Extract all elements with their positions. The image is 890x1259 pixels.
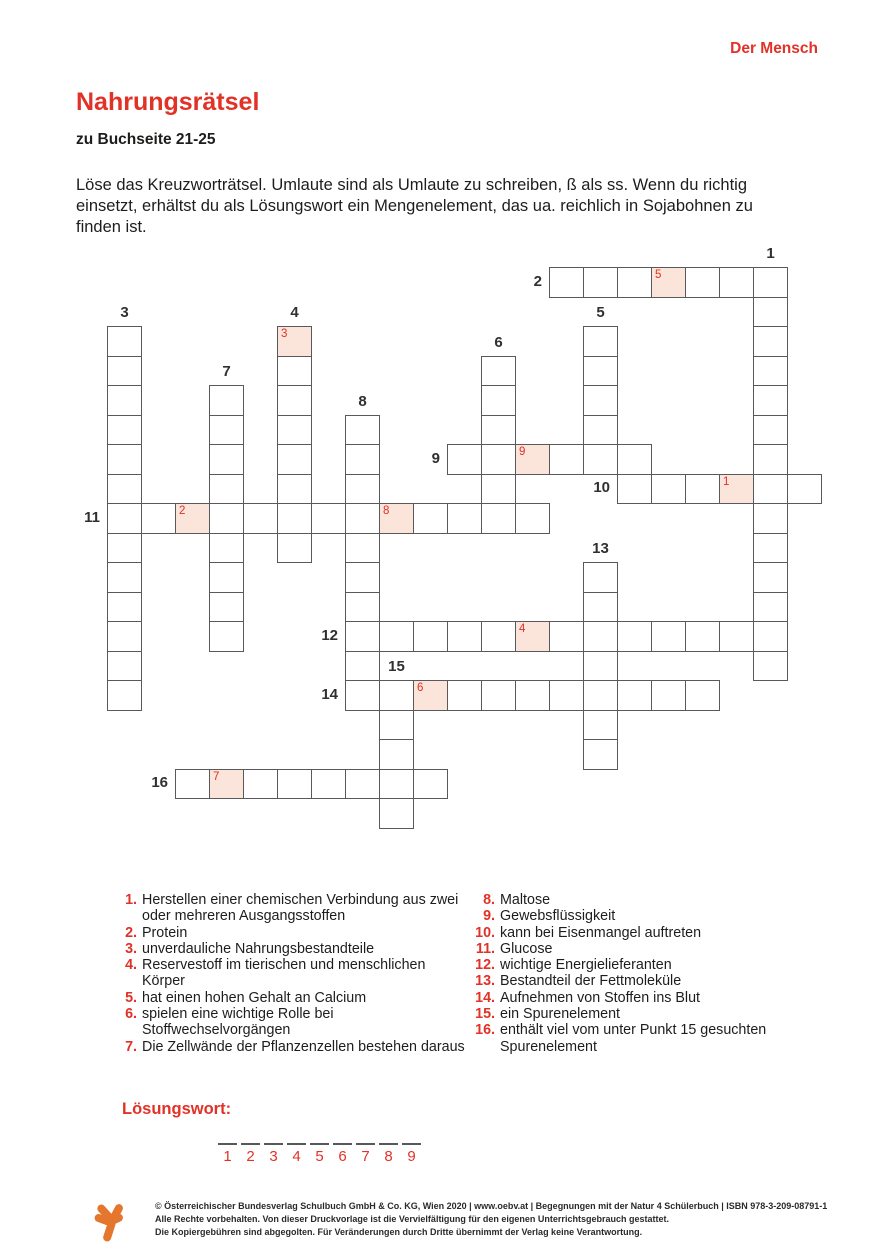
crossword-cell xyxy=(345,592,380,623)
crossword-cell xyxy=(107,621,142,652)
clue-text: spielen eine wichtige Rolle bei Stoffwechselvorgängen xyxy=(142,1006,334,1039)
crossword-cell xyxy=(549,621,584,652)
crossword-cell xyxy=(583,651,618,682)
word-number-label: 11 xyxy=(84,508,100,526)
intro-line: Löse das Kreuzworträtsel. Umlaute sind als Umlaute zu schreiben, ß als ss. Wenn du richtig xyxy=(76,176,747,194)
slot-position-number: 7 xyxy=(361,1148,370,1165)
clue-item xyxy=(467,908,766,924)
clue-text: enthält viel vom unter Punkt 15 gesuchten Spurenelement xyxy=(500,1022,767,1055)
clue-text: Maltose xyxy=(500,892,551,908)
crossword-cell xyxy=(345,651,380,682)
copyright-text xyxy=(155,1200,845,1239)
word-number-label: 16 xyxy=(151,774,168,792)
word-number-label: 6 xyxy=(494,333,503,351)
copyright-line: Die Kopiergebühren sind abgegolten. Für Veränderungen durch Dritte übernimmt der Verlag keine Verantwortung. xyxy=(155,1227,643,1237)
crossword-cell xyxy=(345,533,380,564)
word-number-label: 9 xyxy=(431,449,440,467)
crossword-cell xyxy=(413,769,448,800)
crossword-cell xyxy=(413,621,448,652)
crossword-cell xyxy=(209,474,244,505)
solution-word-label: Lösungswort: xyxy=(122,1100,232,1118)
clue-item xyxy=(467,957,766,973)
crossword-cell xyxy=(549,444,584,475)
crossword-cell xyxy=(753,267,788,298)
crossword-cell xyxy=(481,680,516,711)
crossword-cell xyxy=(277,444,312,475)
word-number-label: 5 xyxy=(596,304,605,321)
clue-item xyxy=(467,1022,766,1055)
letter-blank-line xyxy=(218,1143,237,1145)
crossword-cell xyxy=(583,385,618,416)
crossword-cell-highlighted xyxy=(651,267,686,298)
clue-text: Bestandteil der Fettmoleküle xyxy=(500,973,682,990)
clue-text: wichtige Energielieferanten xyxy=(500,957,672,974)
clue-number: 13. xyxy=(475,973,495,990)
letter-blank-line xyxy=(333,1143,352,1145)
crossword-cell xyxy=(617,621,652,652)
copyright-line: Alle Rechte vorbehalten. Von dieser Druckvorlage ist die Vervielfältigung für den eigenen Unterrichtsgebrauch gestattet. xyxy=(155,1214,669,1224)
word-number-label: 7 xyxy=(222,363,231,380)
crossword-cell xyxy=(379,769,414,800)
clue-item xyxy=(467,892,766,908)
crossword-cell xyxy=(753,385,788,416)
crossword-cell xyxy=(107,385,142,416)
solution-position-number: 9 xyxy=(519,446,526,458)
crossword-cell xyxy=(107,592,142,623)
solution-letter-slot xyxy=(402,1143,421,1165)
clue-item xyxy=(117,1006,465,1039)
clue-item xyxy=(117,990,465,1006)
clue-text: Reservestoff im tierischen und menschlichen Körper xyxy=(142,957,426,990)
clue-item xyxy=(117,1039,465,1055)
clue-text: hat einen hohen Gehalt an Calcium xyxy=(142,989,367,1006)
solution-letter-slot xyxy=(241,1143,260,1165)
clue-list-right xyxy=(467,892,766,1055)
crossword-cell xyxy=(345,680,380,711)
crossword-cell xyxy=(345,503,380,534)
crossword-cell xyxy=(583,592,618,623)
crossword-cell-highlighted xyxy=(515,621,550,652)
clue-text: Herstellen einer chemischen Verbindung aus zwei oder mehreren Ausgangsstoffen xyxy=(142,892,459,925)
crossword-cell xyxy=(481,621,516,652)
clue-number: 16. xyxy=(475,1022,495,1039)
word-number-label: 4 xyxy=(290,304,299,321)
page-subtitle: zu Buchseite 21-25 xyxy=(76,131,216,148)
clue-number: 10. xyxy=(475,924,495,941)
crossword-cell xyxy=(209,621,244,652)
crossword-cell xyxy=(379,739,414,770)
solution-position-number: 2 xyxy=(179,505,186,517)
solution-word-slots xyxy=(218,1143,421,1165)
clue-item xyxy=(467,973,766,989)
crossword-cell xyxy=(209,444,244,475)
crossword-cell xyxy=(617,474,652,505)
crossword-cell xyxy=(277,769,312,800)
crossword-cell xyxy=(481,356,516,387)
crossword-cell xyxy=(481,474,516,505)
solution-letter-slot xyxy=(379,1143,398,1165)
crossword-cell xyxy=(753,592,788,623)
word-number-label: 15 xyxy=(388,658,405,675)
clue-number: 3. xyxy=(125,940,137,957)
letter-blank-line xyxy=(402,1143,421,1145)
intro-line: finden ist. xyxy=(76,218,147,236)
solution-position-number: 5 xyxy=(655,269,662,281)
crossword-cell xyxy=(651,474,686,505)
crossword-cell xyxy=(277,415,312,446)
clue-number: 1. xyxy=(125,892,137,908)
publisher-logo-icon xyxy=(93,1198,129,1246)
clue-item xyxy=(117,892,465,925)
crossword-cell xyxy=(515,503,550,534)
word-number-label: 14 xyxy=(321,685,338,703)
crossword-cell xyxy=(447,444,482,475)
crossword-cell xyxy=(549,267,584,298)
clue-item xyxy=(117,957,465,990)
word-number-label: 1 xyxy=(766,245,775,262)
clue-number: 2. xyxy=(125,924,137,941)
slot-position-number: 5 xyxy=(315,1148,324,1165)
clue-item xyxy=(467,925,766,941)
crossword-cell xyxy=(379,710,414,741)
clue-number: 6. xyxy=(125,1006,137,1023)
crossword-cell xyxy=(209,503,244,534)
clue-number: 7. xyxy=(125,1038,137,1055)
crossword-cell xyxy=(583,562,618,593)
solution-letter-slot xyxy=(264,1143,283,1165)
solution-letter-slot xyxy=(218,1143,237,1165)
page-title: Nahrungsrätsel xyxy=(76,88,260,116)
letter-blank-line xyxy=(310,1143,329,1145)
crossword-cell-highlighted xyxy=(175,503,210,534)
crossword-cell xyxy=(583,415,618,446)
letter-blank-line xyxy=(356,1143,375,1145)
crossword-cell xyxy=(753,533,788,564)
crossword-cell xyxy=(481,503,516,534)
clue-text: Gewebsflüssigkeit xyxy=(500,908,616,925)
slot-position-number: 6 xyxy=(338,1148,347,1165)
crossword-cell xyxy=(753,297,788,328)
crossword-cell xyxy=(141,503,176,534)
crossword-cell xyxy=(243,769,278,800)
crossword-cell xyxy=(447,503,482,534)
crossword-cell xyxy=(651,621,686,652)
crossword-cell xyxy=(107,326,142,357)
crossword-cell xyxy=(685,680,720,711)
slot-position-number: 3 xyxy=(269,1148,278,1165)
clue-item xyxy=(467,990,766,1006)
crossword-cell xyxy=(447,621,482,652)
crossword-cell xyxy=(209,385,244,416)
crossword-cell xyxy=(107,356,142,387)
clue-item xyxy=(117,925,465,941)
solution-position-number: 4 xyxy=(519,623,526,635)
solution-letter-slot xyxy=(287,1143,306,1165)
crossword-cell xyxy=(583,267,618,298)
word-number-label: 2 xyxy=(533,272,542,290)
crossword-cell xyxy=(345,769,380,800)
crossword-cell xyxy=(753,444,788,475)
crossword-cell xyxy=(107,474,142,505)
crossword-cell xyxy=(583,710,618,741)
clue-item xyxy=(117,941,465,957)
clue-number: 12. xyxy=(475,957,495,974)
clue-text: Glucose xyxy=(500,940,553,957)
word-number-label: 3 xyxy=(120,304,129,321)
crossword-cell xyxy=(753,651,788,682)
clue-number: 15. xyxy=(475,1006,495,1023)
crossword-cell xyxy=(753,562,788,593)
crossword-cell xyxy=(549,680,584,711)
chapter-tag: Der Mensch xyxy=(730,40,818,57)
clue-text: kann bei Eisenmangel auftreten xyxy=(500,924,702,941)
crossword-cell xyxy=(447,680,482,711)
crossword-cell xyxy=(719,267,754,298)
crossword-cell xyxy=(379,680,414,711)
crossword-cell xyxy=(583,621,618,652)
crossword-cell xyxy=(753,415,788,446)
crossword-cell xyxy=(345,474,380,505)
crossword-cell xyxy=(753,503,788,534)
clue-list-left xyxy=(117,892,465,1055)
letter-blank-line xyxy=(379,1143,398,1145)
clue-text: ein Spurenelement xyxy=(500,1006,621,1023)
crossword-cell xyxy=(243,503,278,534)
crossword-cell-highlighted xyxy=(277,326,312,357)
letter-blank-line xyxy=(241,1143,260,1145)
crossword-cell xyxy=(277,385,312,416)
crossword-cell xyxy=(583,680,618,711)
crossword-cell xyxy=(583,739,618,770)
clue-item xyxy=(467,1006,766,1022)
solution-position-number: 7 xyxy=(213,770,220,783)
crossword-cell xyxy=(277,533,312,564)
crossword-cell xyxy=(651,680,686,711)
crossword-cell xyxy=(345,444,380,475)
solution-position-number: 8 xyxy=(383,505,390,517)
crossword-cell xyxy=(753,621,788,652)
clue-number: 9. xyxy=(483,908,495,925)
word-number-label: 13 xyxy=(592,540,609,557)
slot-position-number: 1 xyxy=(223,1148,232,1165)
crossword-cell xyxy=(107,444,142,475)
clue-text: Die Zellwände der Pflanzenzellen bestehen daraus xyxy=(142,1038,465,1055)
solution-letter-slot xyxy=(310,1143,329,1165)
crossword-cell xyxy=(753,356,788,387)
crossword-cell xyxy=(277,503,312,534)
clue-text: Aufnehmen von Stoffen ins Blut xyxy=(500,989,701,1006)
crossword-cell xyxy=(209,562,244,593)
crossword-cell xyxy=(481,385,516,416)
crossword-cell xyxy=(107,415,142,446)
crossword-cell-highlighted xyxy=(379,503,414,534)
clue-text: unverdauliche Nahrungsbestandteile xyxy=(142,940,375,957)
copyright-line: © Österreichischer Bundesverlag Schulbuch GmbH & Co. KG, Wien 2020 | www.oebv.at | Begegnungen mit der Natur 4 Schülerbuch | ISBN 978-3-209-08791-1 xyxy=(155,1201,828,1211)
solution-letter-slot xyxy=(356,1143,375,1165)
slot-position-number: 8 xyxy=(384,1148,393,1165)
crossword-cell-highlighted xyxy=(209,769,244,800)
letter-blank-line xyxy=(264,1143,283,1145)
crossword-cell xyxy=(617,444,652,475)
crossword-cell xyxy=(617,680,652,711)
crossword-cell xyxy=(209,592,244,623)
crossword-cell xyxy=(311,769,346,800)
crossword-cell xyxy=(753,326,788,357)
word-number-label: 8 xyxy=(358,392,367,410)
crossword-cell xyxy=(209,415,244,446)
crossword-cell xyxy=(719,621,754,652)
solution-position-number: 6 xyxy=(417,682,424,694)
crossword-cell xyxy=(107,533,142,564)
slot-position-number: 2 xyxy=(246,1148,255,1165)
crossword-cell xyxy=(311,503,346,534)
crossword-cell xyxy=(277,356,312,387)
crossword-cell xyxy=(583,444,618,475)
crossword-cell xyxy=(753,474,788,505)
crossword-cell xyxy=(685,621,720,652)
crossword-cell xyxy=(583,326,618,357)
clue-text: Protein xyxy=(142,924,188,941)
crossword-cell xyxy=(107,651,142,682)
crossword-cell xyxy=(787,474,822,505)
crossword-cell xyxy=(685,267,720,298)
crossword-cell xyxy=(379,621,414,652)
clue-number: 8. xyxy=(483,892,495,908)
letter-blank-line xyxy=(287,1143,306,1145)
crossword-cell xyxy=(345,562,380,593)
solution-letter-slot xyxy=(333,1143,352,1165)
crossword-cell xyxy=(617,267,652,298)
crossword-cell xyxy=(345,621,380,652)
clue-number: 4. xyxy=(125,957,137,974)
crossword-cell xyxy=(379,798,414,829)
crossword-cell xyxy=(107,680,142,711)
slot-position-number: 9 xyxy=(407,1148,416,1165)
crossword-cell xyxy=(413,503,448,534)
clue-item xyxy=(467,941,766,957)
crossword-cell-highlighted xyxy=(413,680,448,711)
clue-number: 14. xyxy=(475,989,495,1006)
crossword-cell xyxy=(685,474,720,505)
crossword-cell-highlighted xyxy=(719,474,754,505)
crossword-cell xyxy=(481,415,516,446)
clue-number: 5. xyxy=(125,989,137,1006)
clue-number: 11. xyxy=(475,940,495,957)
crossword-cell xyxy=(583,356,618,387)
intro-line: einsetzt, erhältst du als Lösungswort ein Mengenelement, das ua. reichlich in Sojabohnen zu xyxy=(76,197,753,215)
word-number-label: 12 xyxy=(321,626,338,644)
solution-position-number: 3 xyxy=(281,328,288,340)
crossword-cell xyxy=(107,562,142,593)
crossword-cell xyxy=(175,769,210,800)
crossword-cell xyxy=(209,533,244,564)
crossword-cell xyxy=(481,444,516,475)
crossword-cell xyxy=(277,474,312,505)
crossword-cell xyxy=(107,503,142,534)
solution-position-number: 1 xyxy=(723,475,730,488)
crossword-cell xyxy=(515,680,550,711)
crossword-cell xyxy=(345,415,380,446)
slot-position-number: 4 xyxy=(292,1148,301,1165)
word-number-label: 10 xyxy=(593,479,610,497)
crossword-cell-highlighted xyxy=(515,444,550,475)
